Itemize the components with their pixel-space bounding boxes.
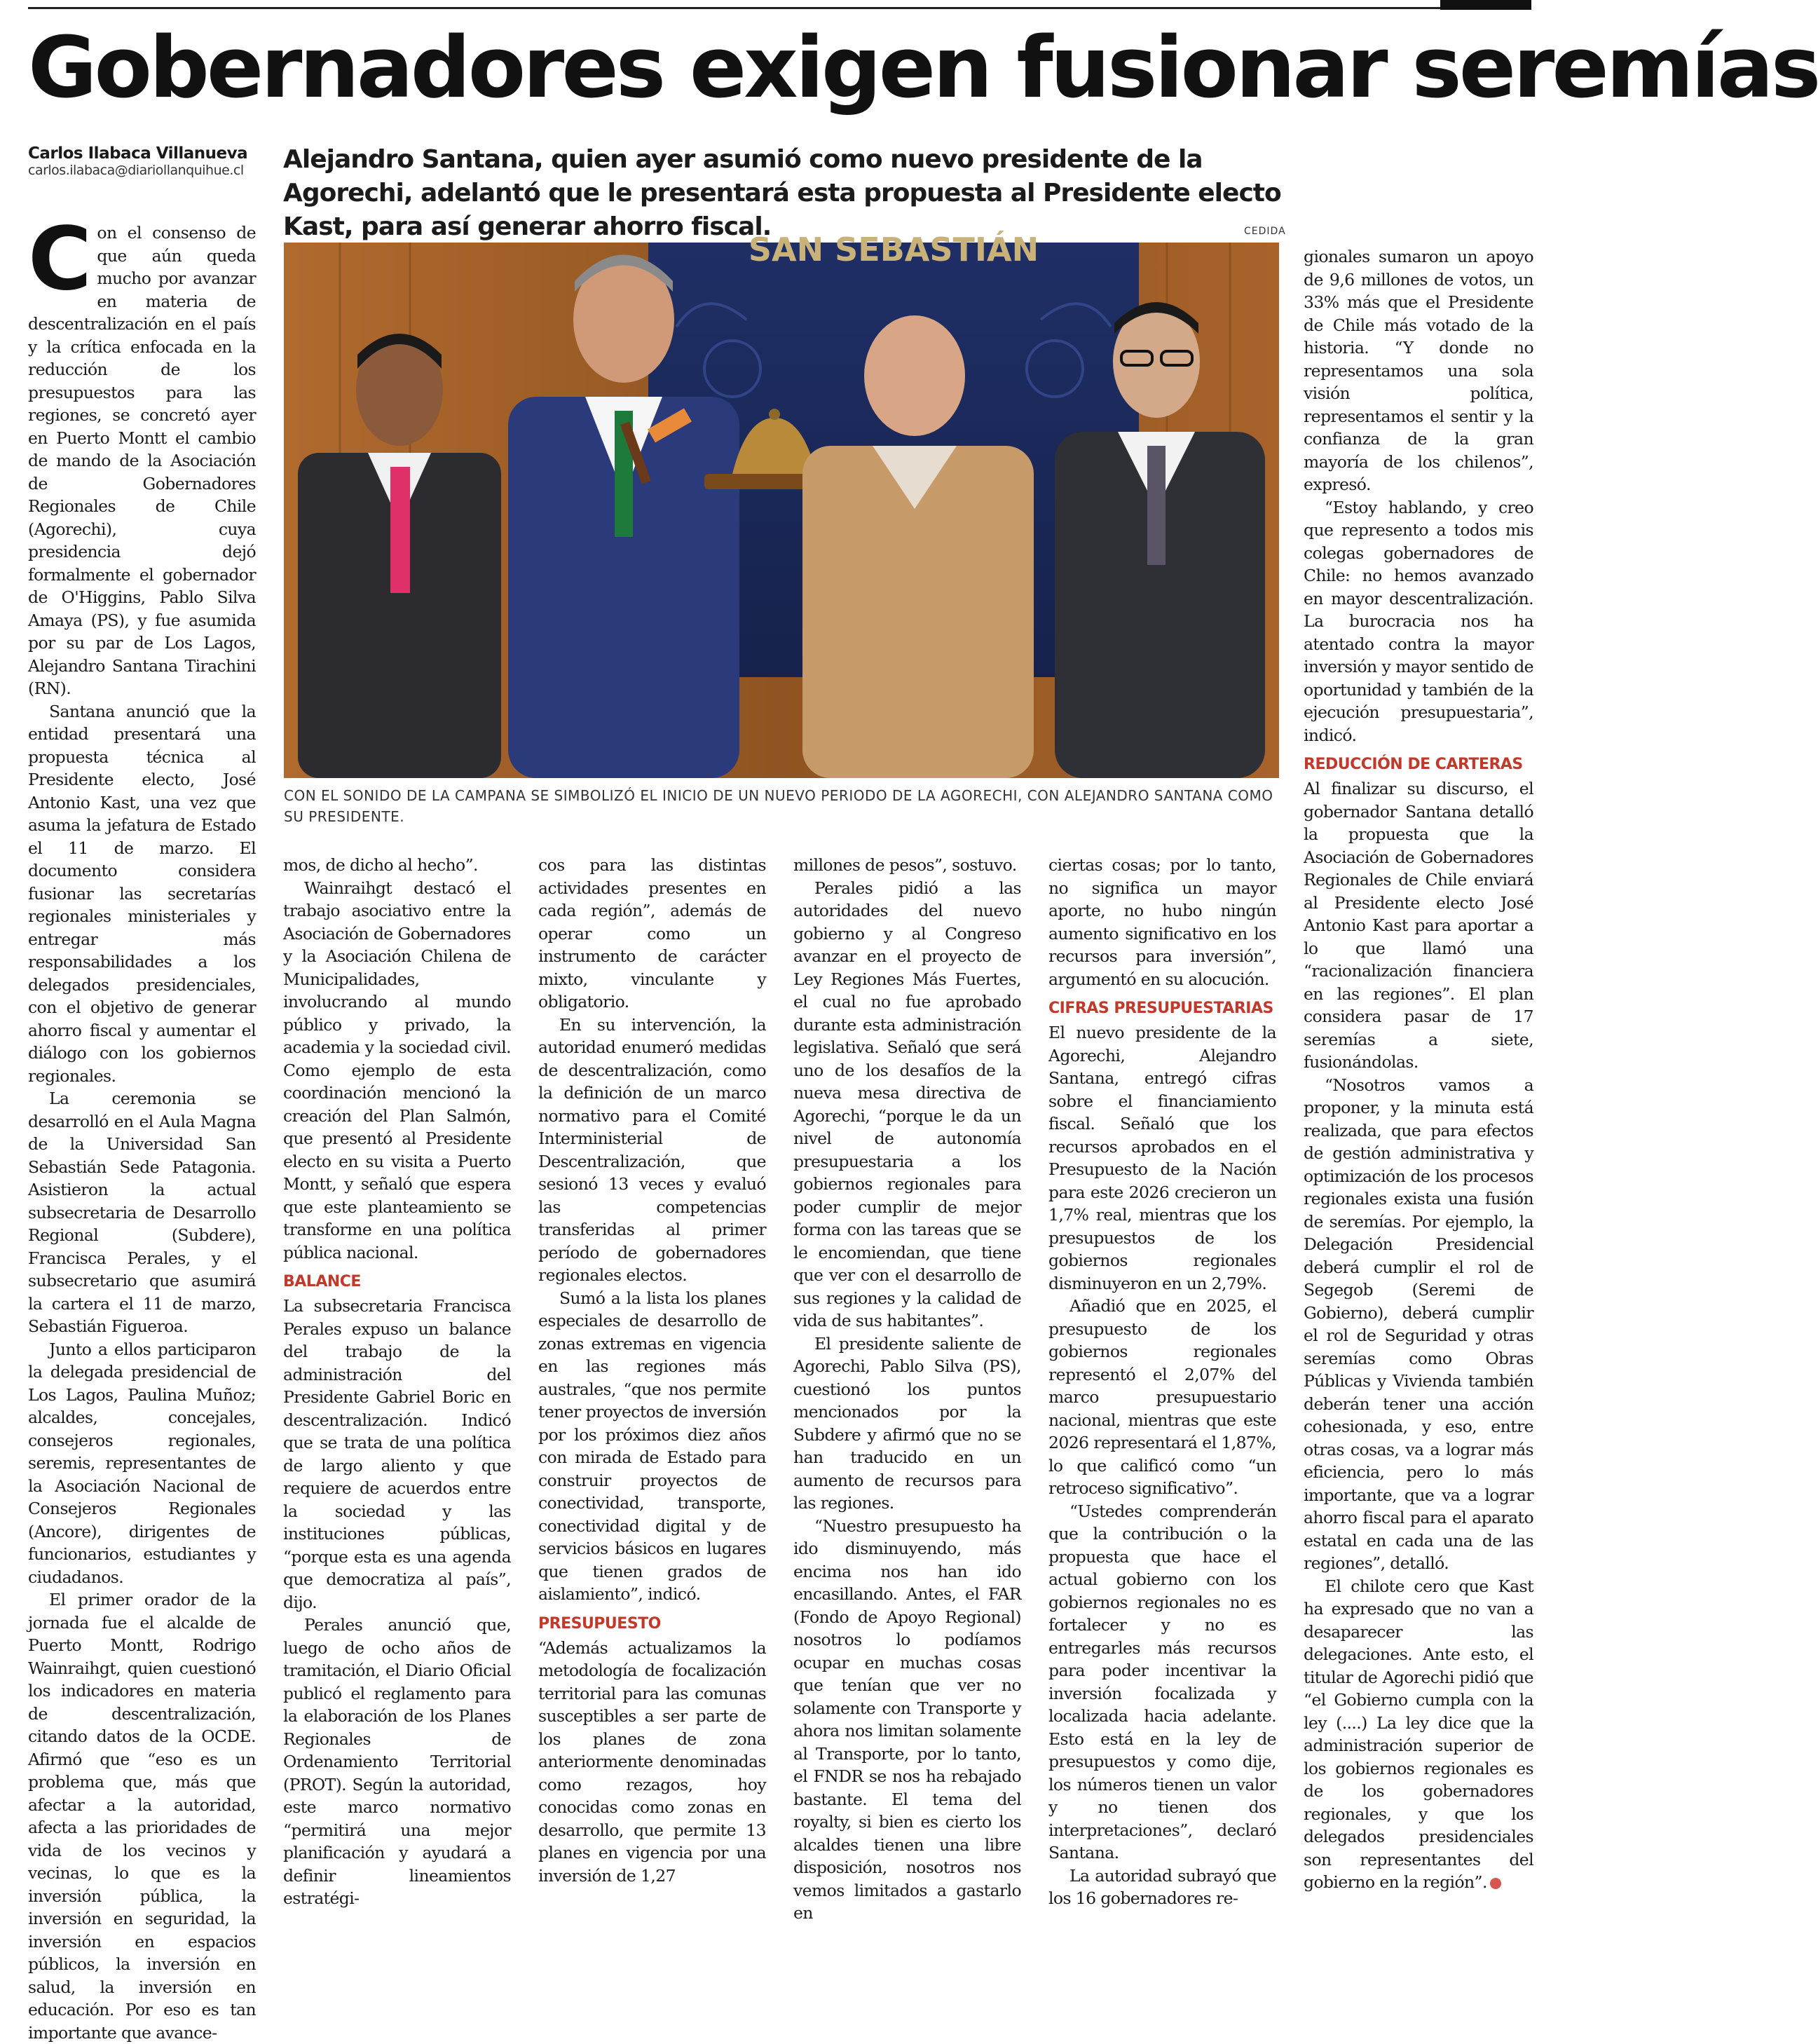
paragraph: “Nuestro presupuesto ha ido disminuyendo, más encima nos han ido encasillando. Antes, el FAR (Fondo de Apoyo Regional) nosotros lo podíamos ocupar en muchas cosas que tenían que ver no solamente con Transporte y ahora nos limitan solamente al Transporte, por lo tanto, el FNDR se nos ha rebajado bastante. El tema del royalty, si bien es cierto los alcaldes tienen una libre disposición, nosotros nos vemos limitados a gastarlo en xyxy=(793,1515,1021,1923)
paragraph: ciertas cosas; por lo tanto, no significa un mayor aporte, no hubo ningún aumento significativo en los recursos para inversión”, argumentó en su alocución. xyxy=(1048,855,1276,989)
paragraph: gionales sumaron un apoyo de 9,6 millones de votos, un 33% más que el Presidente de Chile más votado de la historia. “Y donde no representamos una sola visión política, representamos el sentir y la confianza de la gran mayoría de los chilenos”, expresó. xyxy=(1304,247,1533,494)
section-heading-cifras: CIFRAS PRESUPUESTARIAS xyxy=(1048,1000,1273,1017)
paragraph: Sumó a la lista los planes especiales de desarrollo de zonas extremas en vigencia en las regiones más australes, “que nos permite tener proyectos de inversión por los próximos diez años con mirada de Estado para construir proyectos de conectividad, transporte, conectividad digital y de servicios básicos en lugares que tienen grados de aislamiento”, indicó. xyxy=(538,1288,766,1604)
paragraph: El primer orador de la jornada fue el alcalde de Puerto Montt, Rodrigo Wainraihgt, quien cuestionó los indicadores en materia de descentralización, citando datos de la OCDE. Afirmó que “eso es un problema que, más que afectar a la autoridad, afecta a las prioridades de vida de los vecinos y vecinas, lo que es la inversión pública, la inversión en seguridad, la inversión en espacios públicos, la inversión en salud, la inversión en educación. Por eso es tan importante que avance- xyxy=(28,1590,256,2043)
section-heading-reduccion: REDUCCIÓN DE CARTERAS xyxy=(1304,756,1523,773)
paragraph: “Ustedes comprenderán que la contribución o la propuesta que hace el actual gobierno con los gobiernos regionales no es fortalecer y no es entregarles más recursos para poder incentivar la inversión focalizada y localizada hacia adelante. Esto está en la ley de presupuestos y como dije, los números tienen un valor y no tienen dos interpretaciones”, declaró Santana. xyxy=(1048,1501,1276,1862)
column-6 xyxy=(1304,245,1533,1894)
paragraph: El chilote cero que Kast ha expresado que no van a desaparecer las delegaciones. Ante esto, el titular de Agorechi pidió que “el Gobierno cumpla con la ley (....) La ley dice que la administración superior de los gobiernos regionales es de los gobernadores regionales, y que los delegados presidenciales son representantes del gobierno en la región”. xyxy=(1304,1576,1533,1892)
end-mark-icon xyxy=(1490,1878,1501,1889)
paragraph: Santana anunció que la entidad presentará una propuesta técnica al Presidente electo, José Antonio Kast, una vez que asuma la jefatura de Estado el 11 de marzo. El documento considera fusionar las secretarías regionales ministeriales y entregar más responsabilidades a los delegados presidenciales, con el objetivo de generar ahorro fiscal y aumentar el diálogo con los gobiernos regionales. xyxy=(28,701,256,1086)
top-rule xyxy=(28,7,1447,9)
banner-text: SAN SEBASTIÁN xyxy=(748,231,1039,268)
column-1 xyxy=(28,209,256,2044)
column-3 xyxy=(538,854,766,1887)
photo-illustration xyxy=(284,231,1279,778)
author-email[interactable]: carlos.ilabaca@diariollanquihue.cl xyxy=(28,163,244,178)
paragraph: Con el consenso de que aún queda mucho por avanzar en materia de descentralización en el país y la crítica enfocada en la reducción de los presupuestos para las regiones, se concretó ayer en Puerto Montt el cambio de mando de la Asociación de Gobernadores Regionales de Chile (Agorechi), cuya presidencia dejó formalmente el gobernador de O'Higgins, Pablo Silva Amaya (PS), y fue asumida por su par de Los Lagos, Alejandro Santana Tirachini (RN). xyxy=(28,209,256,698)
deck: Alejandro Santana, quien ayer asumió como nuevo presidente de la Agorechi, adelantó que le presentará esta propuesta al Presidente electo Kast, para así generar ahorro fiscal. xyxy=(283,145,1281,241)
paragraph: millones de pesos”, sostuvo. xyxy=(793,855,1017,875)
section-heading-balance: BALANCE xyxy=(283,1273,361,1290)
paragraph: “Nosotros vamos a proponer, y la minuta está realizada, que para efectos de gestión administrativa y optimización de los procesos regionales exista una fusión de seremías. Por ejemplo, la Delegación Presidencial deberá cumplir el rol de Segegob (Seremi de Gobierno), deberá cumplir el rol de Seguridad y otras seremías como Obras Públicas y Vivienda también deberán tener una acción cohesionada, y eso, entre otras cosas, va a lograr más eficiencia, pero lo más importante, que va a lograr ahorro fiscal para el aparato estatal en cada una de las regiones”, detalló. xyxy=(1304,1075,1533,1573)
paragraph: “Estoy hablando, y creo que represento a todos mis colegas gobernadores de Chile: no hemos avanzado en mayor descentralización. La burocracia nos ha atentado contra la mayor inversión y mayor sentido de oportunidad y también de la ejecución presupuestaria”, indicó. xyxy=(1304,497,1533,745)
article-photo xyxy=(284,231,1279,778)
section-heading-presupuesto: PRESUPUESTO xyxy=(538,1614,661,1633)
paragraph: Al finalizar su discurso, el gobernador Santana detalló la propuesta que la Asociación de Gobernadores Regionales de Chile enviará al Presidente electo José Antonio Kast para aportar a lo que llamó una “racionalización financiera en las regiones”. El plan considera pasar de 17 seremías a siete, fusionándolas. xyxy=(1304,779,1533,1072)
paragraph: Junto a ellos participaron la delegada presidencial de Los Lagos, Paulina Muñoz; alcaldes, concejales, consejeros regionales, seremis, representantes de la Asociación Nacional de Consejeros Regionales (Ancore), dirigentes de funcionarios, estudiantes y ciudadanos. xyxy=(28,1339,256,1587)
paragraph: cos para las distintas actividades presentes en cada región”, además de operar como un instrumento de carácter mixto, vinculante y obligatorio. xyxy=(538,855,766,1011)
paragraph: Perales anunció que, luego de ocho años de tramitación, el Diario Oficial publicó el reglamento para la elaboración de los Planes Regionales de Ordenamiento Territorial (PROT). Según la autoridad, este marco normativo “permitirá una mejor planificación y ayudará a definir lineamientos estratégi- xyxy=(283,1615,511,1908)
author-name: Carlos Ilabaca Villanueva xyxy=(28,144,248,163)
paragraph: La autoridad subrayó que los 16 gobernadores re- xyxy=(1048,1865,1276,1908)
photo-credit: CEDIDA xyxy=(1244,226,1286,237)
paragraph: En su intervención, la autoridad enumeró medidas de descentralización, como la definición de un marco normativo para el Comité Interministerial de Descentralización, que sesionó 13 veces y evaluó las competencias transferidas al primer período de gobernadores regionales electos. xyxy=(538,1014,766,1285)
paragraph: “Además actualizamos la metodología de focalización territorial para las comunas susceptibles a ser parte de los planes de zona anteriormente denominadas como rezagos, hoy conocidas como zonas en desarrollo, que permite 13 planes en vigencia por una inversión de 1,27 xyxy=(538,1637,766,1886)
photo-caption: CON EL SONIDO DE LA CAMPANA SE SIMBOLIZÓ EL INICIO DE UN NUEVO PERIODO DE LA AGORECHI, CON ALEJANDRO SANTANA COMO SU PRESIDENTE. xyxy=(284,787,1273,825)
headline: Gobernadores exigen fusionar seremías xyxy=(28,20,1818,117)
paragraph: mos, de dicho al hecho”. xyxy=(283,855,478,875)
column-5 xyxy=(1048,854,1276,1910)
paragraph: Wainraihgt destacó el trabajo asociativo entre la Asociación de Gobernadores y la Asociación Chilena de Municipalidades, involucrando al mundo público y privado, la academia y la sociedad civil. Como ejemplo de esta coordinación mencionó la creación del Plan Salmón, que presentó al Presidente electo en su visita a Puerto Montt, y señaló que espera que este planteamiento se transforme en una política pública nacional. xyxy=(283,878,511,1262)
paragraph: La ceremonia se desarrolló en el Aula Magna de la Universidad San Sebastián Sede Patagonia. Asistieron la actual subsecretaria de Desarrollo Regional (Subdere), Francisca Perales, y el subsecretario que asumirá la cartera el 11 de marzo, Sebastián Figueroa. xyxy=(28,1089,256,1336)
paragraph: La subsecretaria Francisca Perales expuso un balance del trabajo de la administración del Presidente Gabriel Boric en descentralización. Indicó que se trata de una política de largo aliento y que requiere de acuerdos entre la sociedad y las instituciones públicas, “porque esta es una agenda que democratiza al país”, dijo. xyxy=(283,1296,511,1612)
dropcap: C xyxy=(28,209,92,310)
paragraph: El nuevo presidente de la Agorechi, Alejandro Santana, entregó cifras sobre el financiamiento fiscal. Señaló que los recursos aprobados en el Presupuesto de la Nación para este 2026 crecieron un 1,7% real, mientras que los presupuestos de los gobiernos regionales disminuyeron en un 2,79%. xyxy=(1048,1023,1276,1293)
paragraph: El presidente saliente de Agorechi, Pablo Silva (PS), cuestionó los puntos mencionados por la Subdere y afirmó que no se han traducido en un aumento de recursos para las regiones. xyxy=(793,1333,1021,1513)
byline xyxy=(28,144,273,178)
paragraph: Añadió que en 2025, el presupuesto de los gobiernos regionales representó el 2,07% del marco presupuestario nacional, mientras que este 2026 representará el 1,87%, lo que calificó como “un retroceso significativo”. xyxy=(1048,1296,1276,1498)
section-tab xyxy=(1440,0,1531,10)
paragraph: Perales pidió a las autoridades del nuevo gobierno y al Congreso avanzar en el proyecto de Ley Regiones Más Fuertes, el cual no fue aprobado durante esta administración legislativa. Señaló que será uno de los desafíos de la nueva mesa directiva de Agorechi, “porque le da un nivel de autonomía presupuestaria a los gobiernos regionales para poder cumplir de mejor forma con las tareas que se le encomiendan, que tiene que ver con el desarrollo de sus regiones y la calidad de vida de sus habitantes”. xyxy=(793,878,1021,1330)
column-4 xyxy=(793,854,1021,1925)
column-2 xyxy=(283,854,511,1910)
